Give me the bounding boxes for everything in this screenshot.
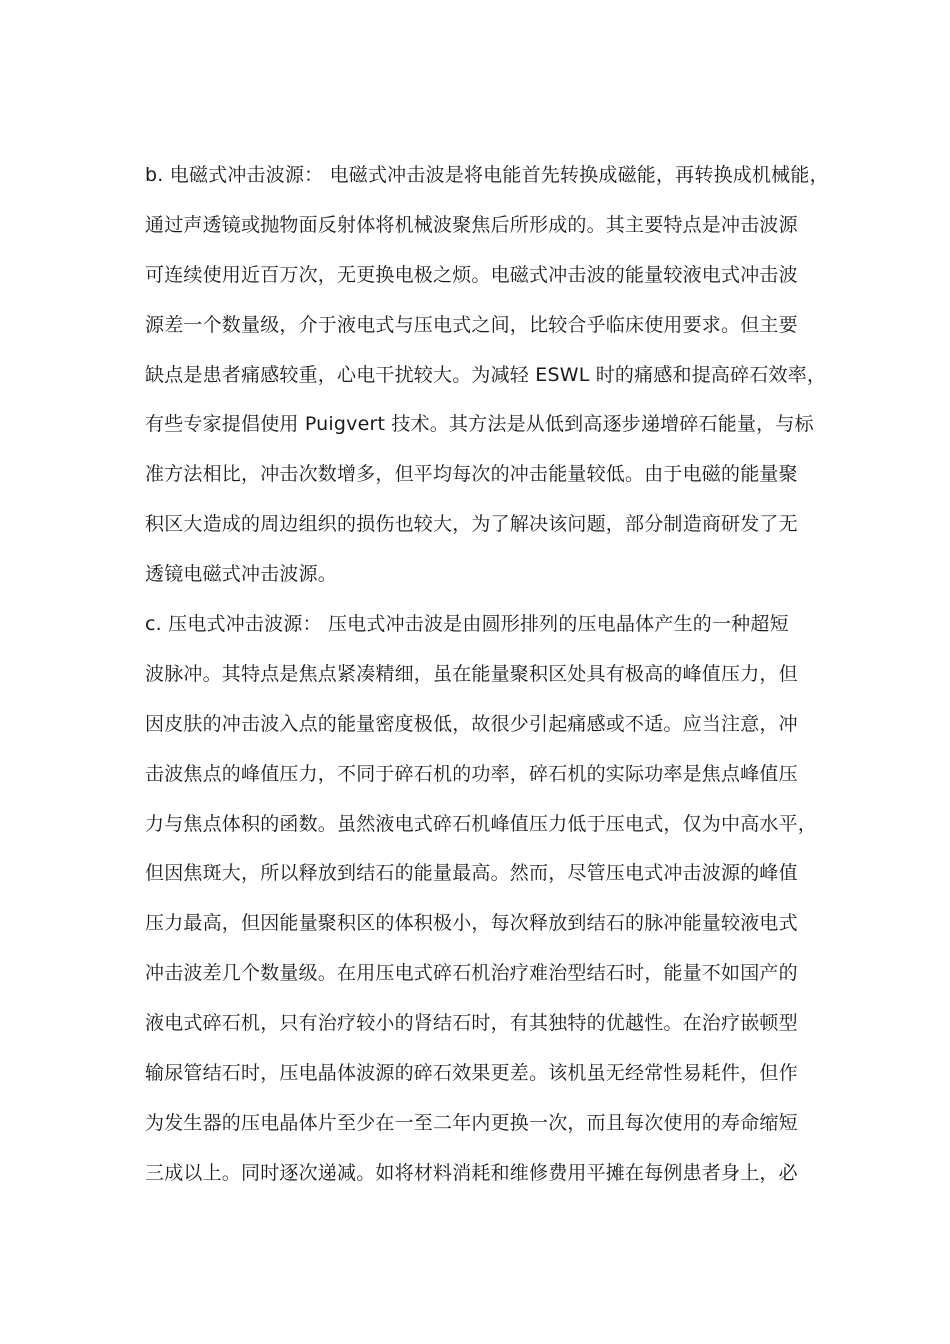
text-line: 因皮肤的冲击波入点的能量密度极低，故很少引起痛感或不适。应当注意，冲 [145,712,798,735]
text-line: 可连续使用近百万次，无更换电极之烦。电磁式冲击波的能量较液电式冲击波 [145,263,798,286]
text-line: 积区大造成的周边组织的损伤也较大，为了解决该问题，部分制造商研发了无 [145,513,798,536]
text-line: b. 电磁式冲击波源： 电磁式冲击波是将电能首先转换成磁能，再转换成机械能， [145,164,829,186]
text-line: 但因焦斑大，所以释放到结石的能量最高。然而，尽管压电式冲击波源的峰值 [145,862,798,885]
text-line: 力与焦点体积的函数。虽然液电式碎石机峰值压力低于压电式，仅为中高水平， [145,812,818,835]
text-line: 缺点是患者痛感较重，心电干扰较大。为减轻 ESWL 时的痛感和提高碎石效率， [145,363,827,386]
text-line: 为发生器的压电晶体片至少在一至二年内更换一次，而且每次使用的寿命缩短 [145,1111,798,1134]
text-line: 三成以上。同时逐次递减。如将材料消耗和维修费用平摊在每例患者身上，必 [145,1161,798,1184]
body-text [145,155,829,1203]
text-line: 准方法相比，冲击次数增多，但平均每次的冲击能量较低。由于电磁的能量聚 [145,463,798,486]
text-line: 源差一个数量级，介于液电式与压电式之间，比较合乎临床使用要求。但主要 [145,313,798,336]
text-line: 波脉冲。其特点是焦点紧凑精细，虽在能量聚积区处具有极高的峰值压力，但 [145,662,798,685]
text-line: 有些专家提倡使用 Puigvert 技术。其方法是从低到高逐步递增碎石能量，与标 [145,413,814,436]
text-line: 输尿管结石时，压电晶体波源的碎石效果更差。该机虽无经常性易耗件，但作 [145,1062,798,1085]
text-line: 压力最高，但因能量聚积区的体积极小，每次释放到结石的脉冲能量较液电式 [145,912,798,935]
text-line: 通过声透镜或抛物面反射体将机械波聚焦后所形成的。其主要特点是冲击波源 [145,213,798,236]
text-line: 冲击波差几个数量级。在用压电式碎石机治疗难治型结石时，能量不如国产的 [145,962,798,985]
text-line: 液电式碎石机，只有治疗较小的肾结石时，有其独特的优越性。在治疗嵌顿型 [145,1012,798,1035]
text-line: 击波焦点的峰值压力，不同于碎石机的功率，碎石机的实际功率是焦点峰值压 [145,762,798,785]
text-line: 透镜电磁式冲击波源。 [145,563,338,586]
text-line: c. 压电式冲击波源： 压电式冲击波是由圆形排列的压电晶体产生的一种超短 [145,613,789,636]
